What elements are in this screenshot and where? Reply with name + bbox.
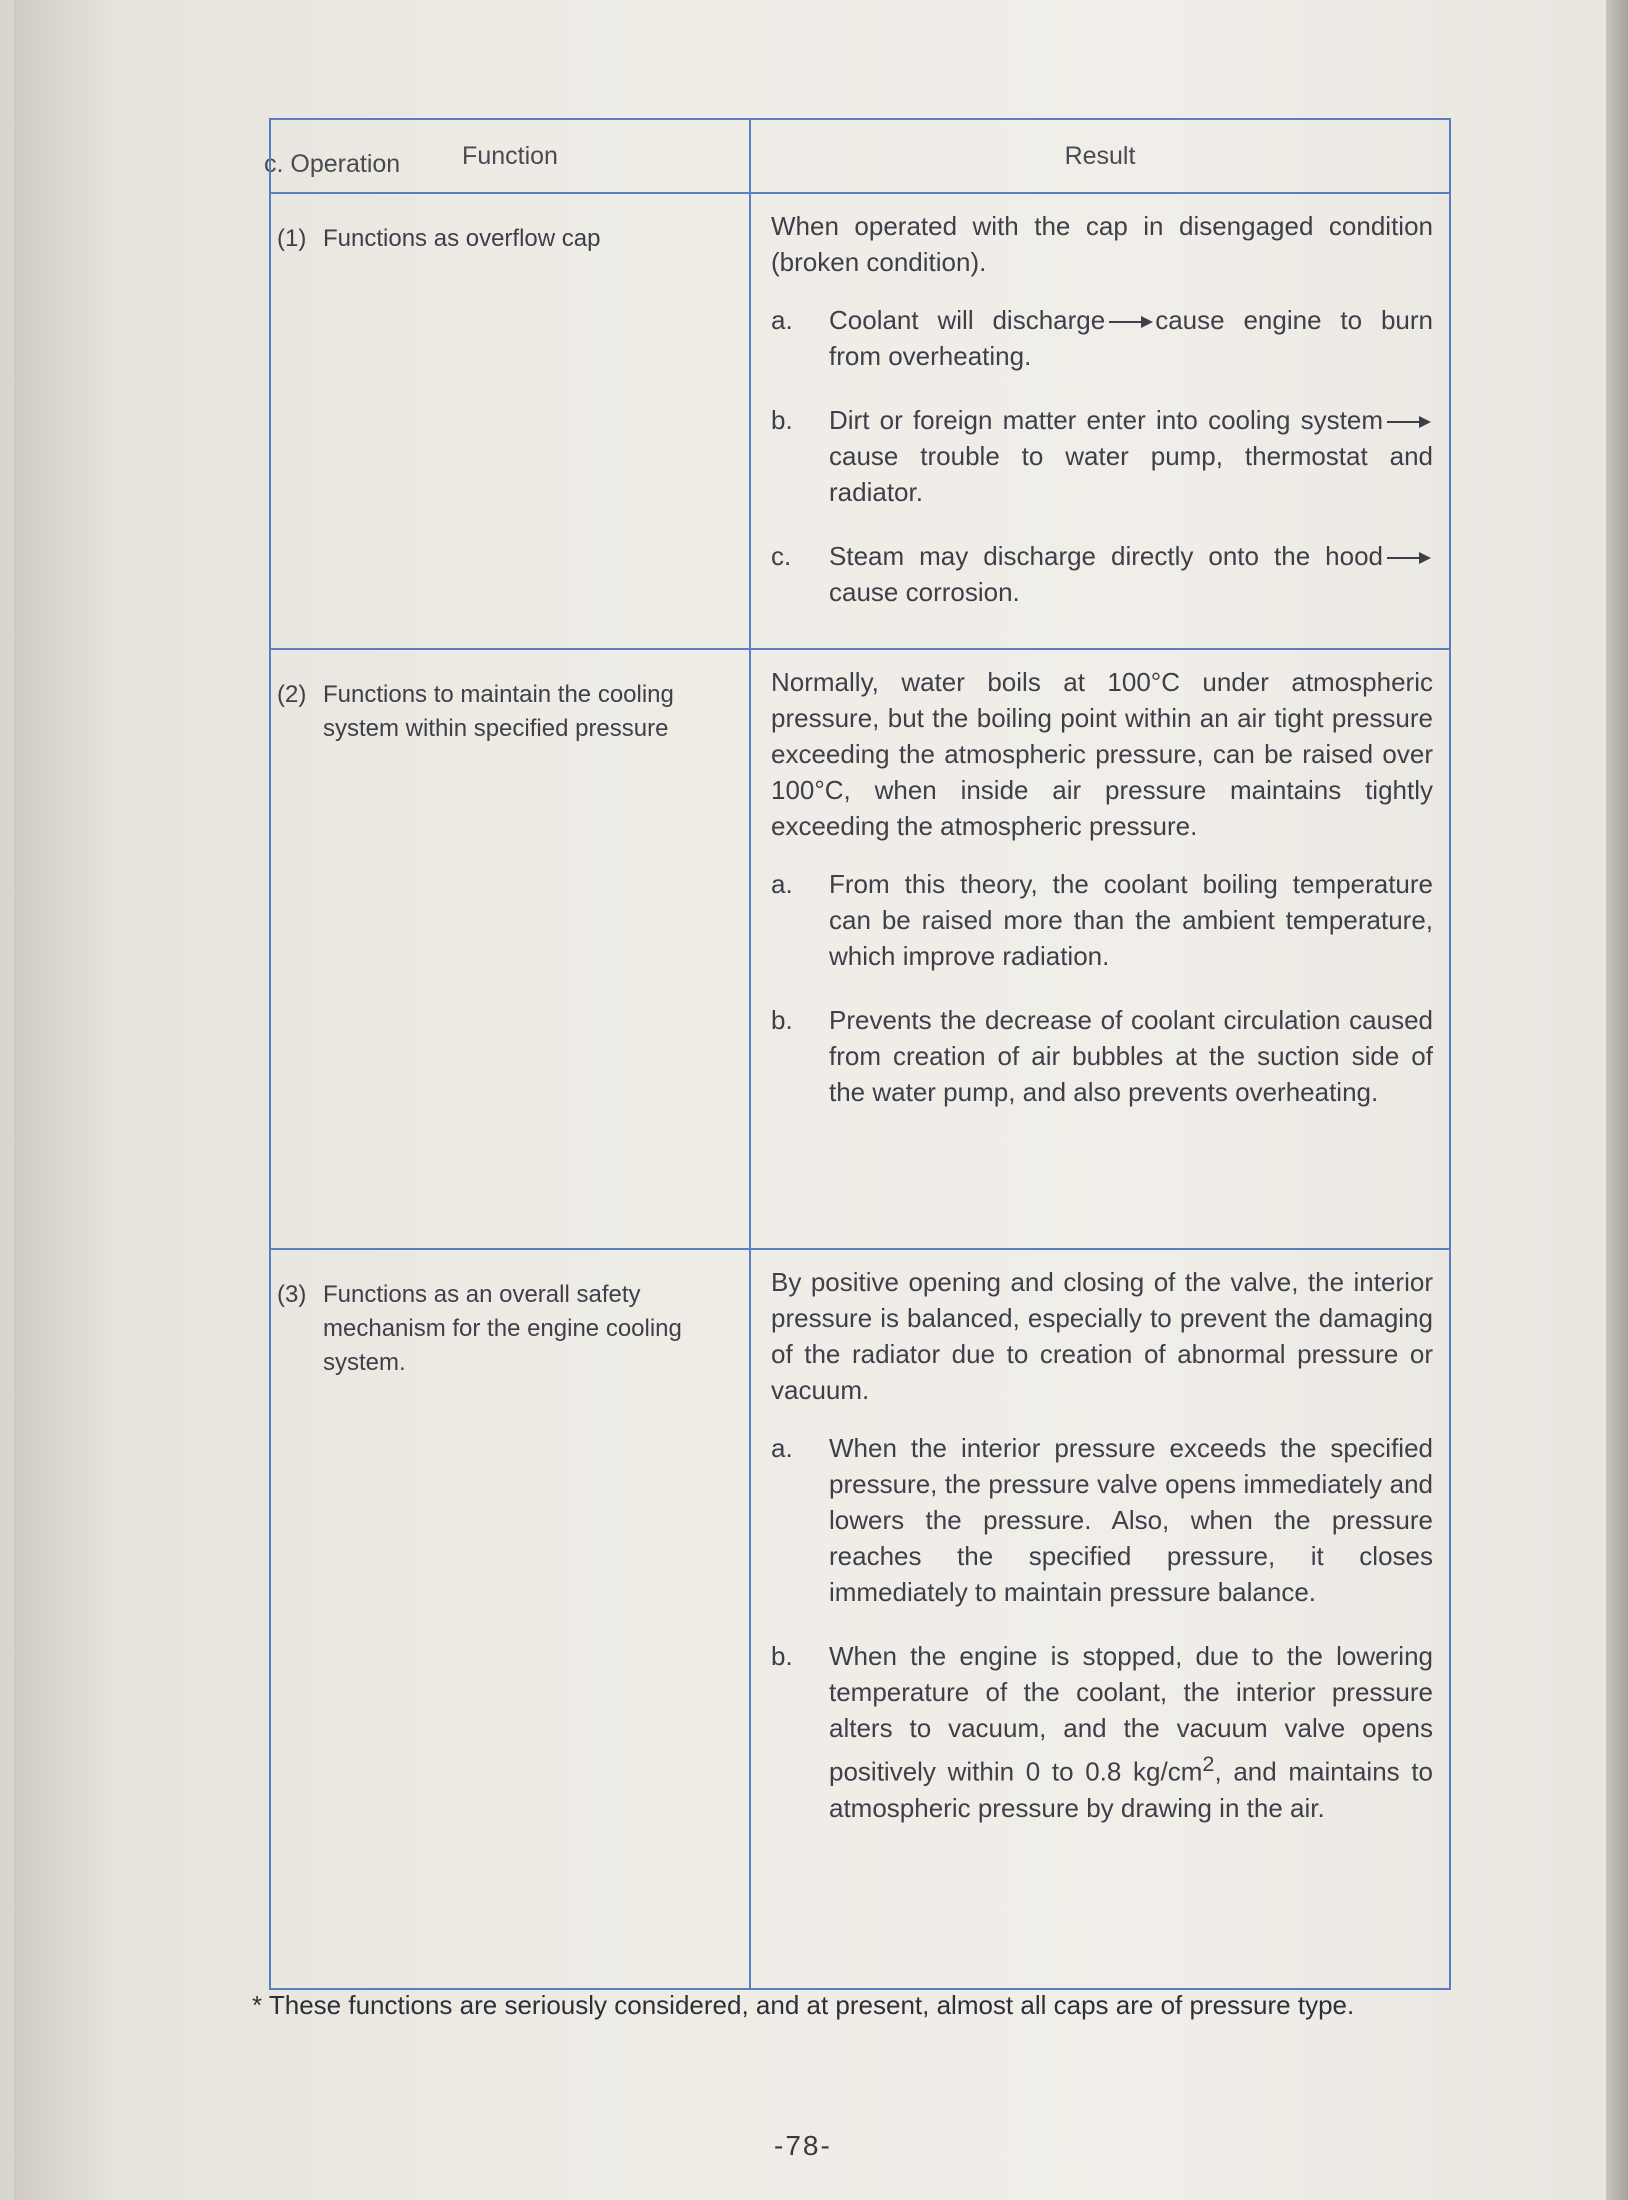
page-edge	[1606, 0, 1628, 2200]
function-text: Functions as overflow cap	[323, 225, 601, 252]
item-text-before: Coolant will discharge	[829, 305, 1106, 335]
item-letter: b.	[771, 405, 793, 435]
result-lead: When operated with the cap in disengaged condition (broken condition).	[771, 211, 1433, 277]
function-number: (2)	[277, 681, 307, 708]
result-cell	[750, 1249, 1450, 1989]
result-item	[771, 402, 1433, 510]
item-text	[829, 538, 1433, 610]
function-cell	[270, 193, 750, 649]
function-text: Functions as an overall safety mechanism for the engine cooling system.	[323, 1281, 682, 1376]
result-item	[771, 1638, 1433, 1826]
arrow-icon	[1109, 321, 1151, 323]
section-label: c. Operation	[264, 150, 401, 178]
result-item	[771, 1430, 1433, 1610]
item-letter: a.	[771, 305, 793, 335]
function-cell	[270, 1249, 750, 1989]
item-text-after: , and maintains to atmospheric pressure by drawing in the air.	[829, 1756, 1434, 1823]
function-number: (1)	[277, 225, 307, 252]
item-text-before: Dirt or foreign matter enter into cooling system	[829, 405, 1383, 435]
item-text	[829, 302, 1433, 374]
result-cell	[750, 649, 1450, 1249]
arrow-icon	[1387, 421, 1429, 423]
table-row	[270, 1249, 1450, 1989]
item-text: From this theory, the coolant boiling temperature can be raised more than the ambient temperature, which improve radiation.	[829, 869, 1433, 971]
item-text-after: cause engine to burn from overheating.	[829, 305, 1433, 371]
function-cell	[270, 649, 750, 1249]
item-text-before: Steam may discharge directly onto the hood	[829, 541, 1383, 571]
item-text	[829, 1638, 1433, 1826]
result-cell	[750, 193, 1450, 649]
item-letter: a.	[771, 869, 793, 899]
item-text: Prevents the decrease of coolant circulation caused from creation of air bubbles at the suction side of the water pump, and also prevents overheating.	[829, 1005, 1433, 1107]
item-text-after: cause trouble to water pump, thermostat and radiator.	[829, 441, 1433, 507]
item-text-after: cause corrosion.	[829, 577, 1020, 607]
operation-table	[269, 118, 1451, 1990]
item-letter: c.	[771, 541, 792, 571]
table-row	[270, 649, 1450, 1249]
item-letter: b.	[771, 1005, 793, 1035]
table-header-row	[270, 119, 1450, 193]
result-column-header: Result	[750, 119, 1450, 193]
item-letter: a.	[771, 1433, 793, 1463]
item-text	[829, 402, 1433, 510]
result-item	[771, 538, 1433, 610]
function-column-header: Function	[270, 119, 750, 193]
page-number: -78-	[774, 2130, 832, 2161]
result-item	[771, 302, 1433, 374]
document-page	[14, 0, 1628, 2200]
item-letter: b.	[771, 1641, 793, 1671]
item-text: When the interior pressure exceeds the specified pressure, the pressure valve opens immediately and lowers the pressure. Also, when the pressure reaches the specified pressure, it closes immediately to maintain pressure balance.	[829, 1433, 1433, 1607]
result-item	[771, 1002, 1433, 1110]
arrow-icon	[1387, 557, 1429, 559]
footnote: * These functions are seriously considered, and at present, almost all caps are of pressure type.	[252, 1990, 1355, 2020]
result-lead: By positive opening and closing of the valve, the interior pressure is balanced, especially to prevent the damaging of the radiator due to creation of abnormal pressure or vacuum.	[771, 1267, 1433, 1405]
item-text-before: When the engine is stopped, due to the lowering temperature of the coolant, the interior pressure alters to vacuum, and the vacuum valve opens positively within 0 to 0.8 kg/cm	[829, 1641, 1433, 1787]
result-item	[771, 866, 1433, 974]
function-number: (3)	[277, 1281, 307, 1308]
table-row	[270, 193, 1450, 649]
item-superscript: 2	[1202, 1751, 1215, 1776]
function-text: Functions to maintain the cooling system within specified pressure	[323, 681, 674, 742]
result-lead: Normally, water boils at 100°C under atmospheric pressure, but the boiling point within an air tight pressure exceeding the atmospheric pressure, can be raised over 100°C, when inside air pressure maintains tightly exceeding the atmospheric pressure.	[771, 667, 1433, 841]
